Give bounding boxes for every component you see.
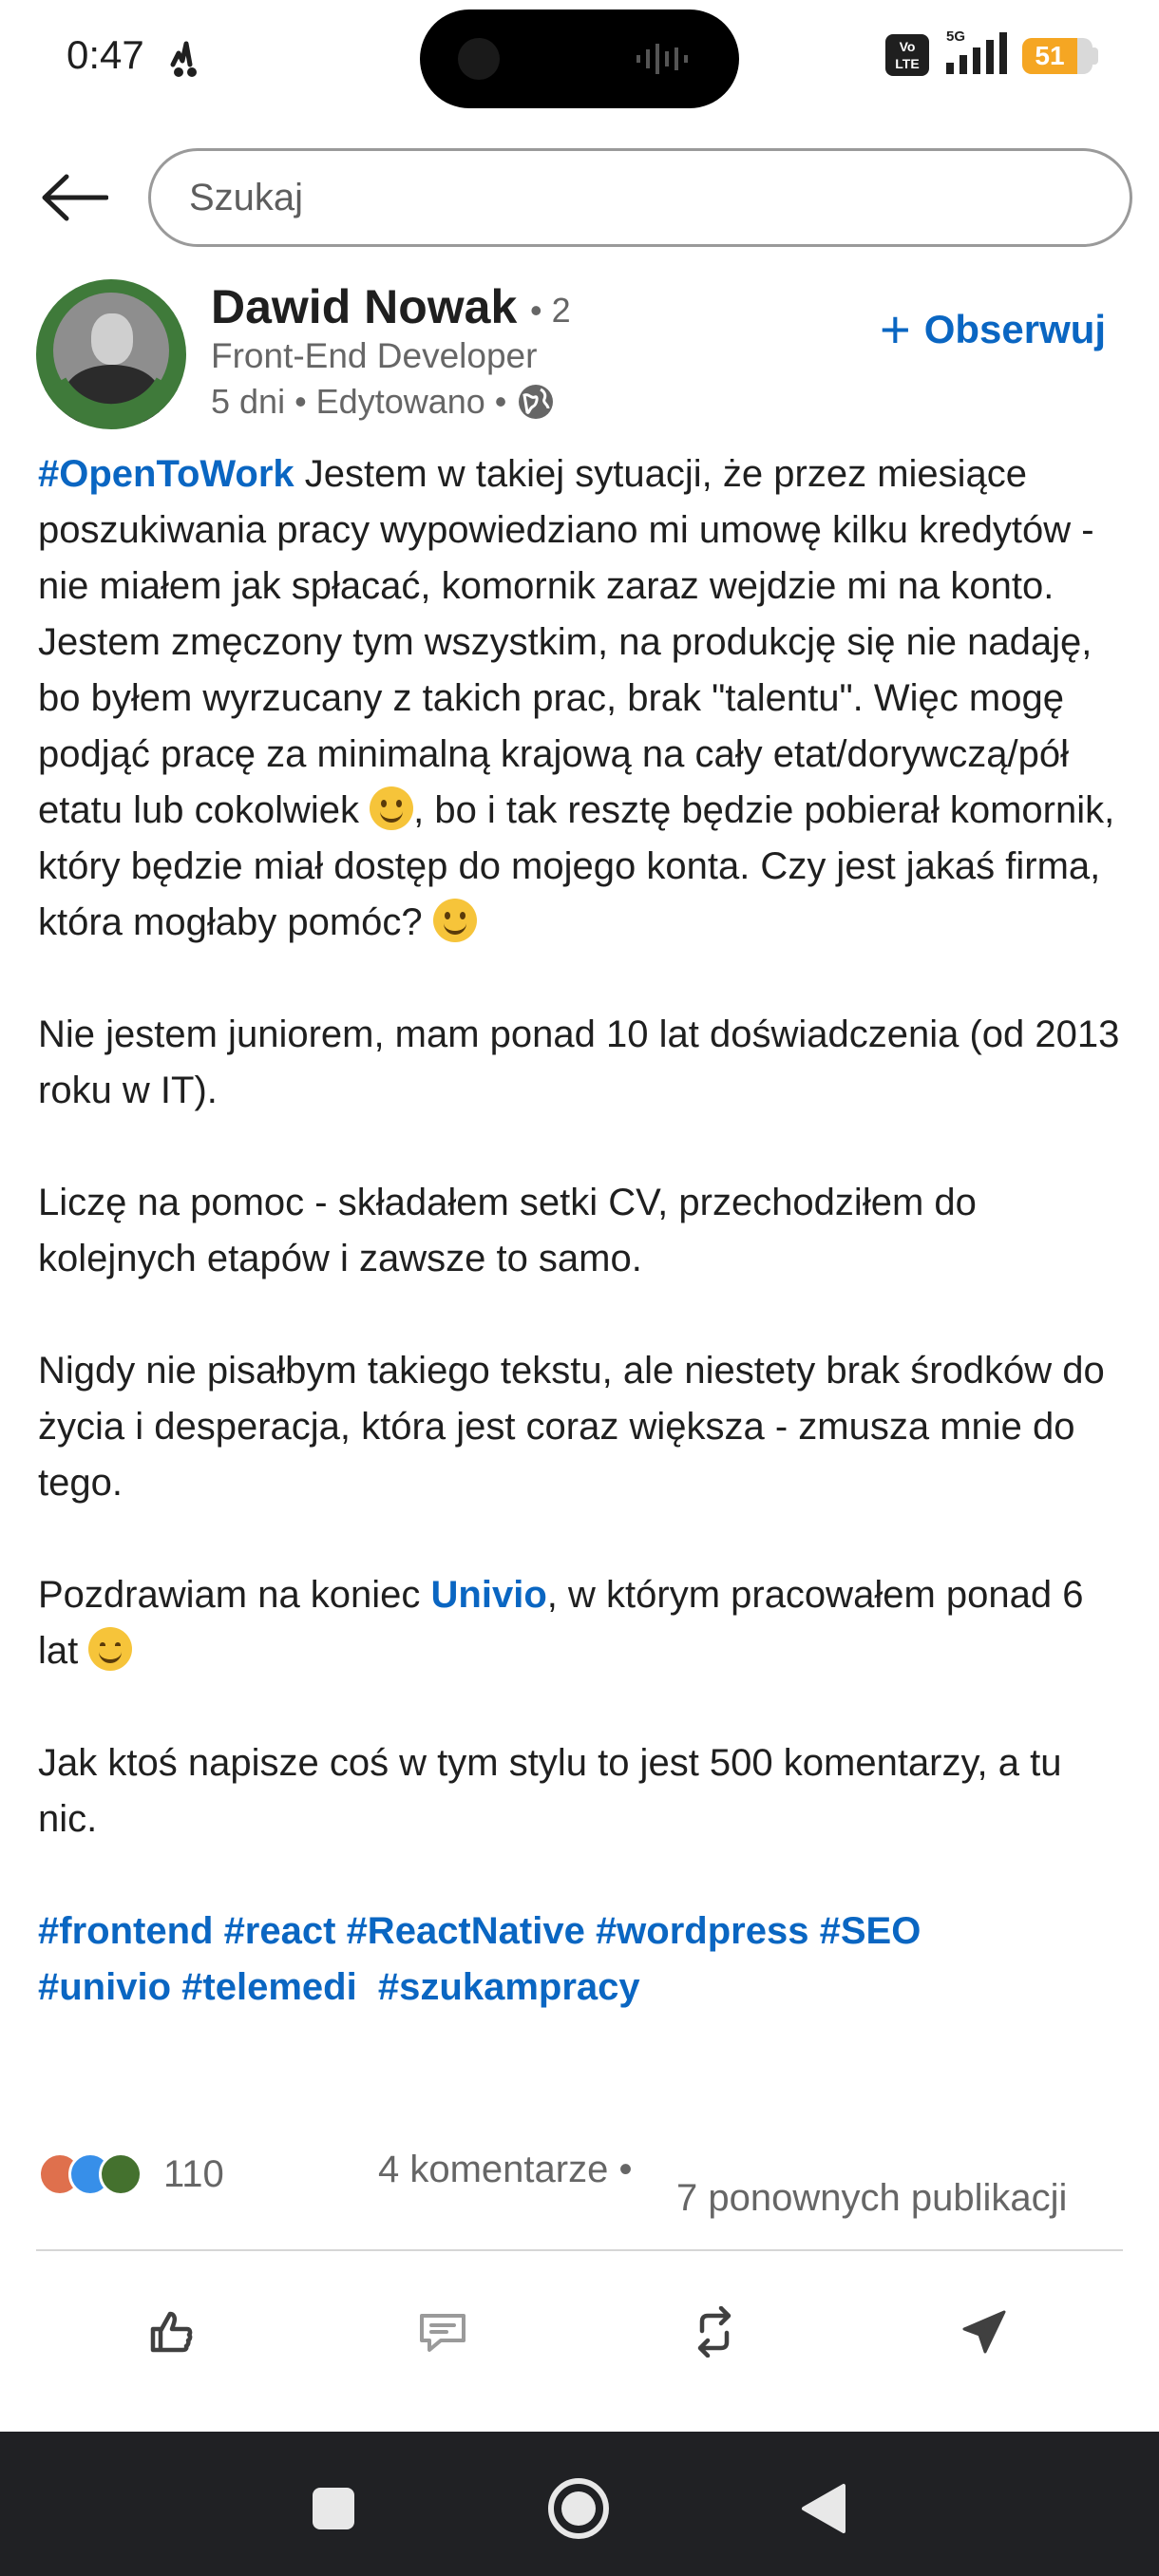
support-reaction-icon: [99, 2152, 142, 2196]
plus-icon: +: [880, 299, 911, 359]
network-type: 5G: [946, 28, 966, 45]
hashtag-link[interactable]: #SEO: [819, 1910, 922, 1952]
post-paragraph-2: Nie jestem juniorem, mam ponad 10 lat doświadczenia (od 2013 roku w IT).: [38, 1013, 1120, 1111]
post-text: [38, 446, 1130, 2016]
vibrate-icon: [169, 36, 203, 83]
hashtag-link[interactable]: #ReactNative: [346, 1910, 585, 1952]
battery-icon: [1022, 38, 1092, 74]
camera-icon: [458, 38, 500, 80]
post-paragraph-1: #OpenToWork Jestem w takiej sytuacji, że przez miesiące poszukiwania pracy wypowiedziano mi umowę kilku kredytów - nie miałem jak spłacać, komornik zaraz wejdzie mi na konto. Jestem zmęczony tym wszystkim, na produkcję się nie nadaję, bo byłem wyrzucany z takich prac, brak "talentu". Więc mogę podjąć pracę za minimalną krajową na cały etat/dorywczą/pół etatu lub cokolwiek , bo i tak resztę będzie pobierał komornik, który będzie miał dostęp do mojego konta. Czy jest jakaś firma, która mogłaby pomóc?: [38, 453, 1115, 943]
volte-icon: Vo LTE: [885, 34, 929, 76]
hashtag-link[interactable]: #react: [223, 1910, 336, 1952]
camera-island: [420, 9, 739, 108]
reposts-count[interactable]: 7 ponownych publikacji: [676, 2177, 1068, 2219]
comment-icon: [416, 2308, 469, 2356]
home-circle-icon: [545, 2475, 612, 2542]
signal-icon: [944, 30, 1011, 78]
send-icon: [960, 2308, 1008, 2356]
hashtag-link[interactable]: #frontend: [38, 1910, 214, 1952]
back-arrow-icon: [40, 174, 108, 221]
status-bar: [0, 0, 1159, 123]
battery-level: 51: [1035, 41, 1065, 70]
like-button[interactable]: [133, 2299, 209, 2365]
author-name[interactable]: Dawid Nowak: [211, 280, 518, 333]
post-paragraph-4: Nigdy nie pisałbym takiego tekstu, ale niestety brak środków do życia i desperacja, która jest coraz większa - zmusza mnie do tego.: [38, 1350, 1105, 1504]
battery-tip: [1092, 47, 1098, 65]
audio-wave-icon: [635, 40, 692, 78]
repost-button[interactable]: [676, 2299, 752, 2365]
back-button[interactable]: [34, 160, 114, 236]
post-paragraph-5: Pozdrawiam na koniec Univio, w którym pracowałem ponad 6 lat: [38, 1574, 1084, 1672]
divider: [36, 2249, 1123, 2251]
post-paragraph-6: Jak ktoś napisze coś w tym stylu to jest 500 komentarzy, a tu nic.: [38, 1742, 1062, 1840]
home-button[interactable]: [536, 2466, 621, 2551]
hashtag-list: [38, 1904, 1130, 2016]
recent-apps-button[interactable]: [291, 2466, 376, 2551]
hashtag-link[interactable]: #OpenToWork: [38, 453, 294, 495]
hashtag-link[interactable]: #szukampracy: [377, 1966, 640, 2008]
company-mention-link[interactable]: Univio: [430, 1574, 547, 1616]
repost-icon: [691, 2306, 738, 2358]
triangle-back-icon: [800, 2482, 847, 2535]
reactions-summary[interactable]: [38, 2149, 224, 2200]
status-time: 0:47: [66, 32, 144, 77]
hashtag-link[interactable]: #univio: [38, 1966, 172, 2008]
follow-button[interactable]: [880, 296, 1106, 363]
post-timestamp: 5 dni • Edytowano •: [211, 382, 507, 421]
send-button[interactable]: [946, 2299, 1022, 2365]
comment-button[interactable]: [405, 2299, 481, 2365]
action-bar: [0, 2280, 1159, 2384]
system-nav-bar: [0, 2432, 1159, 2576]
opentowork-frame: [36, 279, 186, 429]
hashtag-link[interactable]: #telemedi: [181, 1966, 357, 2008]
hashtag-link[interactable]: #wordpress: [595, 1910, 809, 1952]
smile-emoji-icon: [433, 899, 477, 942]
smile-emoji-icon: [370, 786, 413, 830]
avatar[interactable]: [36, 279, 186, 429]
square-icon: [311, 2486, 356, 2531]
reactions-count: 110: [163, 2152, 224, 2195]
thumbs-up-icon: [147, 2308, 195, 2356]
search-input[interactable]: [189, 177, 1130, 219]
comments-count[interactable]: 4 komentarze •: [378, 2149, 633, 2190]
connection-degree: • 2: [530, 291, 571, 330]
nav-back-button[interactable]: [781, 2466, 866, 2551]
author-headline: Front-End Developer: [211, 336, 538, 375]
post-paragraph-3: Liczę na pomoc - składałem setki CV, przechodziłem do kolejnych etapów i zawsze to samo.: [38, 1182, 977, 1279]
search-bar[interactable]: [148, 148, 1132, 247]
globe-icon: [516, 382, 556, 422]
follow-label: Obserwuj: [923, 307, 1107, 351]
post-meta: [211, 382, 556, 422]
blush-emoji-icon: [88, 1627, 132, 1671]
